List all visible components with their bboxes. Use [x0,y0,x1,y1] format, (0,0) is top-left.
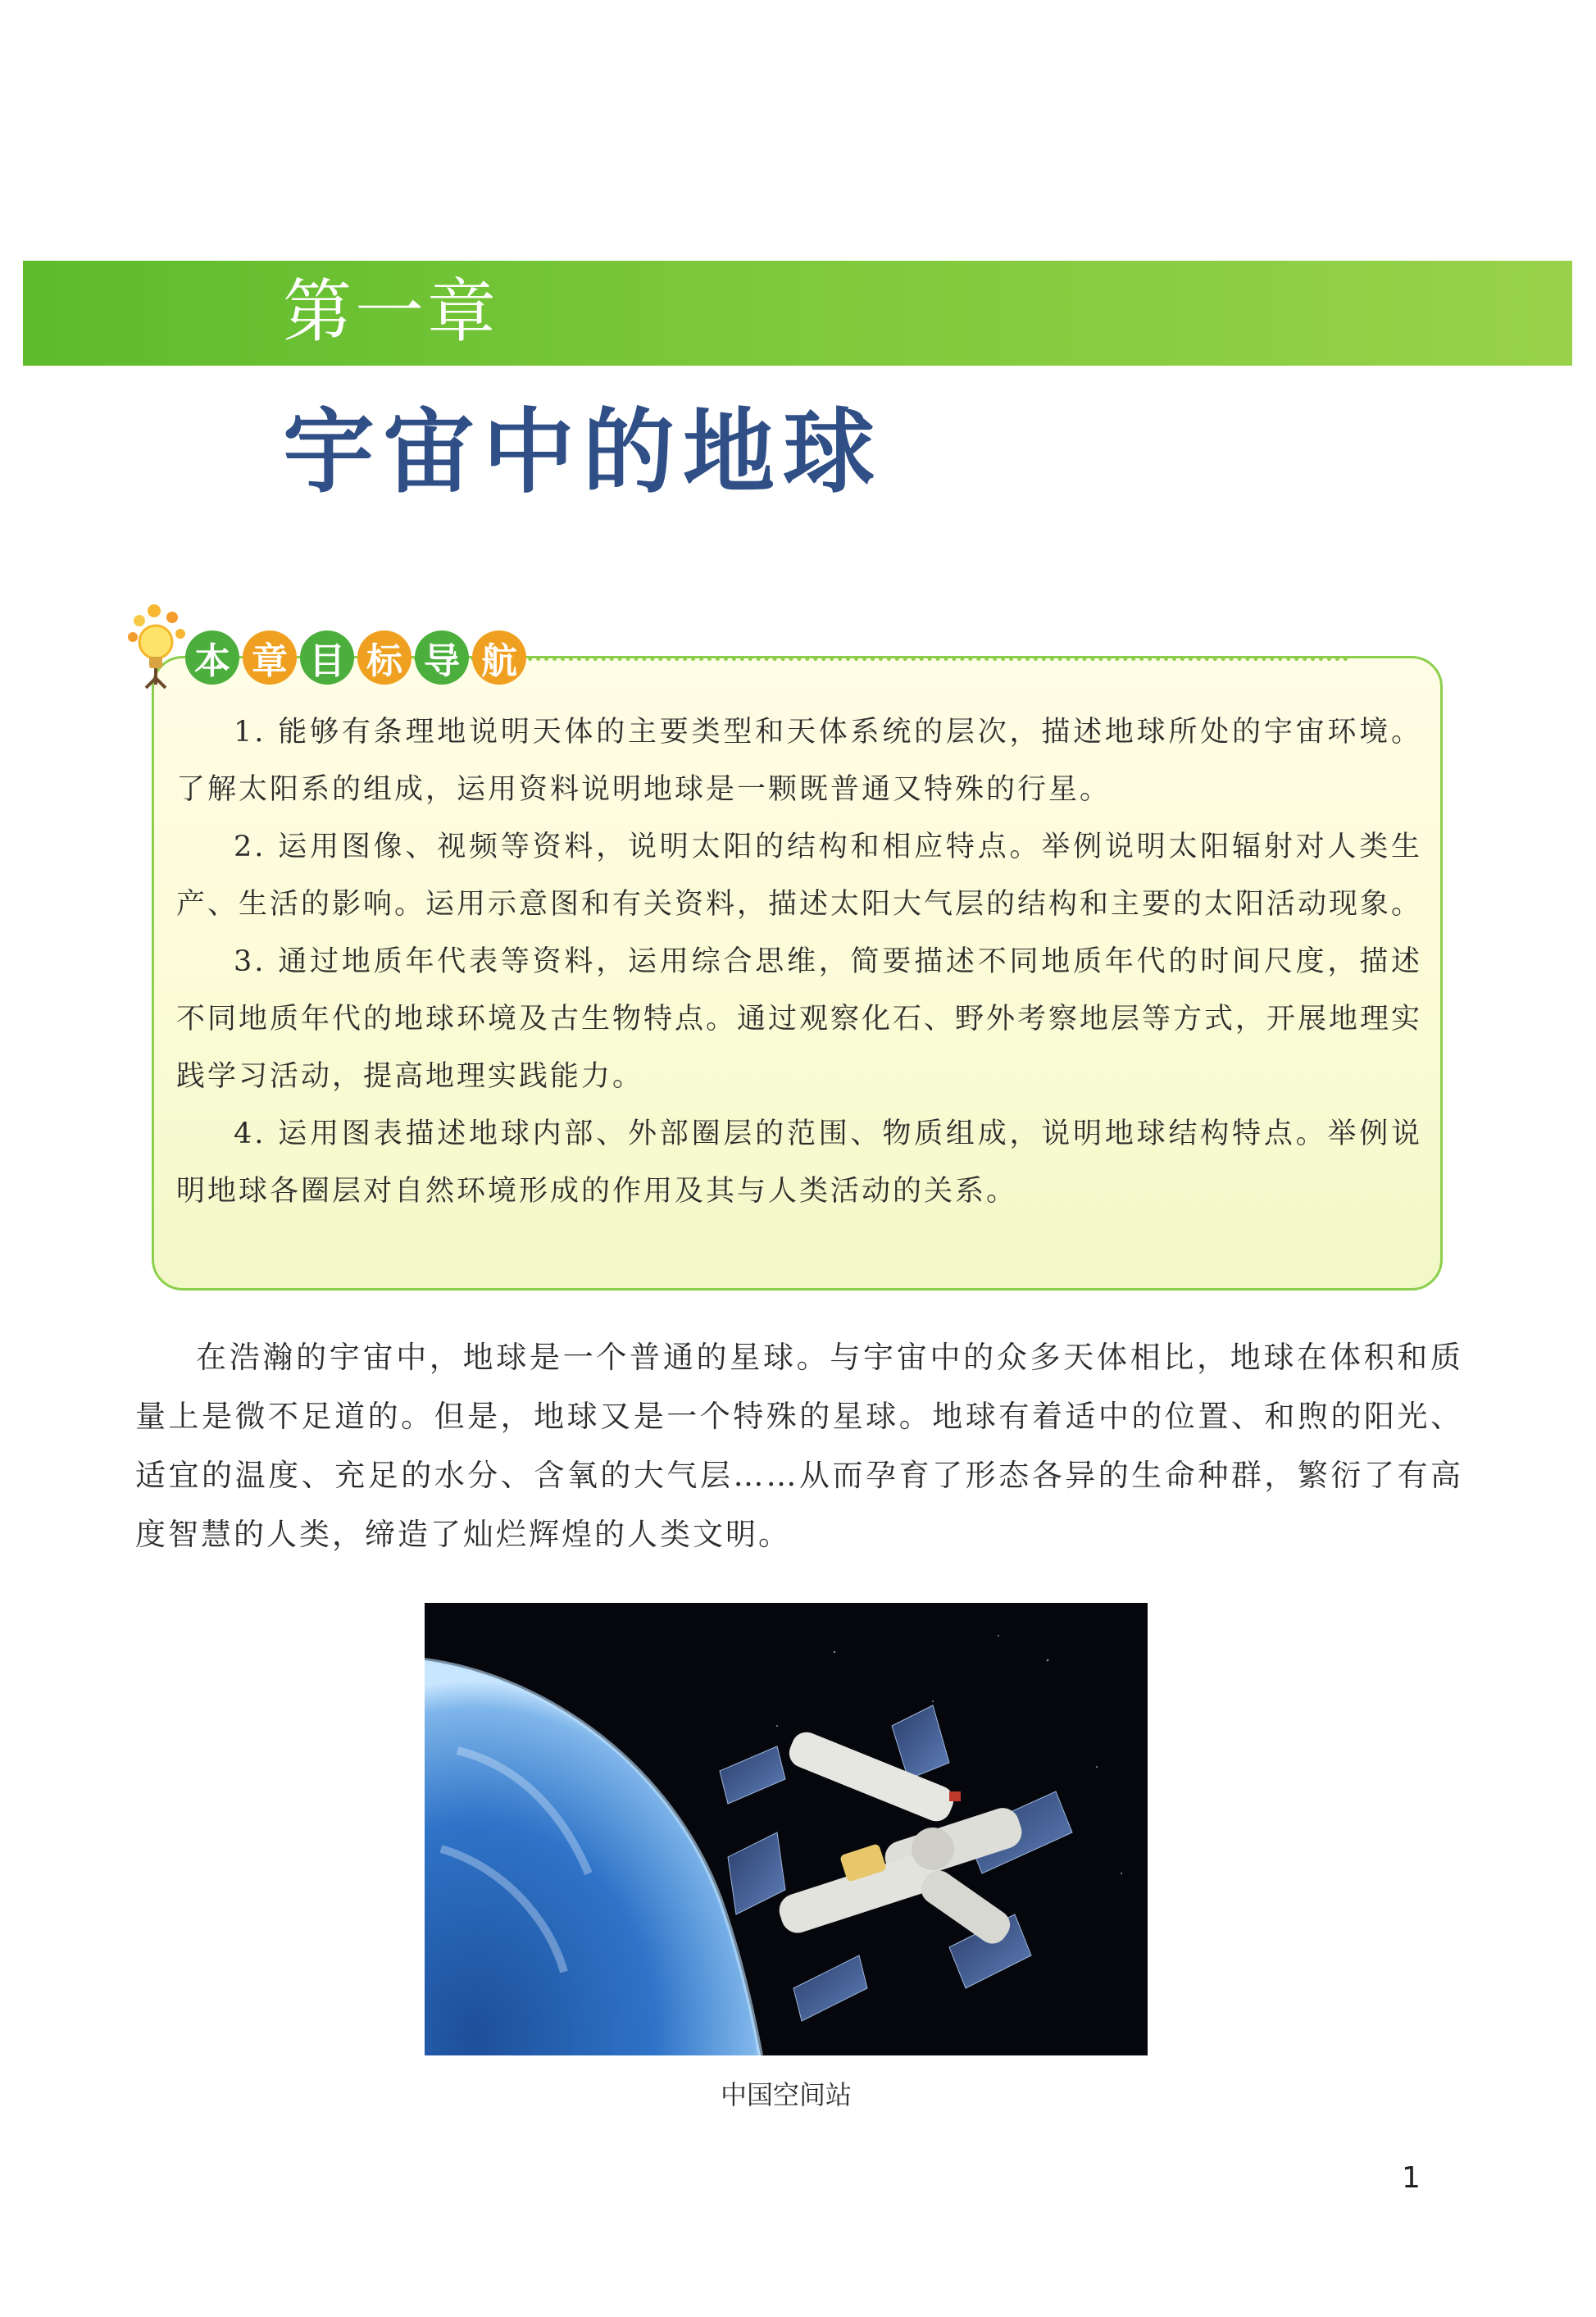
badge-char: 章 [243,630,297,685]
chapter-title: 宇宙中的地球 [283,398,883,506]
chapter-goals-list [176,703,1422,1220]
goal-item: 4. 运用图表描述地球内部、外部圈层的范围、物质组成，说明地球结构特点。举例说明地球各圈层对自然环境形成的作用及其与人类活动的关系。 [176,1118,1422,1208]
chapter-goals-badge [121,603,517,693]
space-station-photo [425,1603,1148,2055]
goal-item: 3. 通过地质年代表等资料，运用综合思维，简要描述不同地质年代的时间尺度，描述不同地质年代的地球环境及古生物特点。通过观察化石、野外考察地层等方式，开展地理实践学习活动，提高地理实践能力。 [176,945,1423,1093]
page-number: 1 [1402,2161,1421,2195]
figure-caption: 中国空间站 [720,2079,852,2110]
intro-paragraph: 在浩瀚的宇宙中，地球是一个普通的星球。与宇宙中的众多天体相比，地球在体积和质量上是微不足道的。但是，地球又是一个特殊的星球。地球有着适中的位置、和煦的阳光、适宜的温度、充足的水分、含氧的大气层……从而孕育了形态各异的生命种群，繁衍了有高度智慧的人类，缔造了灿烂辉煌的人类文明。 [135,1340,1463,1552]
chapter-header-band [23,261,1572,366]
badge-char: 本 [185,630,239,685]
goal-item: 1. 能够有条理地说明天体的主要类型和天体系统的层次，描述地球所处的宇宙环境。了解太阳系的组成，运用资料说明地球是一颗既普通又特殊的行星。 [176,716,1422,806]
badge-char: 标 [357,630,412,685]
badge-char: 目 [300,630,354,685]
goal-item: 2. 运用图像、视频等资料，说明太阳的结构和相应特点。举例说明太阳辐射对人类生产、生活的影响。运用示意图和有关资料，描述太阳大气层的结构和主要的太阳活动现象。 [176,831,1423,921]
chapter-label: 第一章 [283,271,500,352]
badge-char: 导 [415,630,469,685]
goals-badge-dotted-line [406,657,1348,661]
goals-badge-title [185,630,526,685]
badge-char: 航 [472,630,526,685]
lightbulb-tree-icon [121,603,195,693]
intro-paragraph-block [135,1328,1463,1564]
